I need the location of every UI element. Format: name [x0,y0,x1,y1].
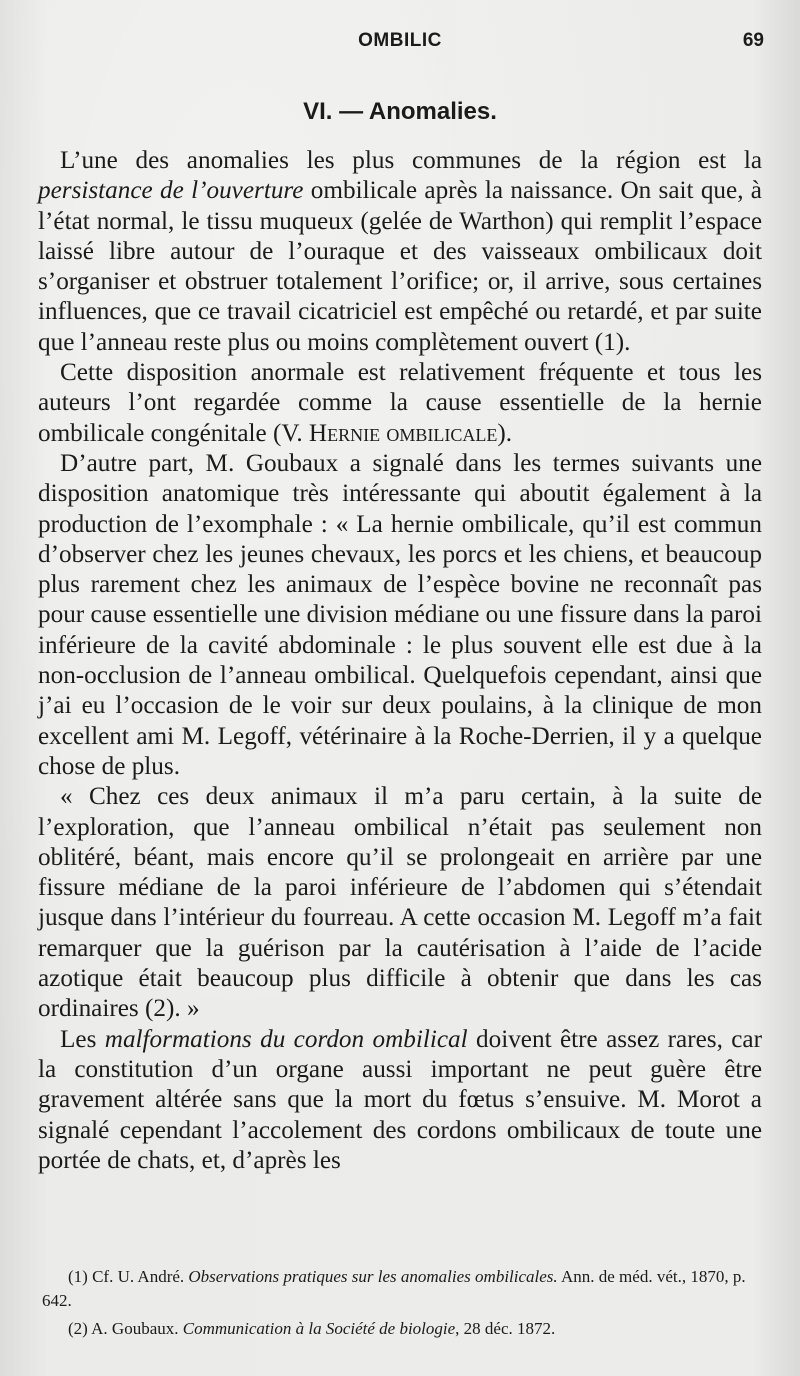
paragraph-4: « Chez ces deux animaux il m’a paru certain, à la suite de l’exploration, que l’anneau ombilical n’était pas seulement non oblitéré, béant, mais encore qu’il se prolongeait en arrière par une fissure médiane de la paroi inférieure de l’abdomen qui s’étendait jusque dans l’intérieur du fourreau. A cette occasion M. Legoff m’a fait remarquer que la guérison par la cautérisation à l’aide de l’acide azotique était beaucoup plus difficile à obtenir que dans les cas ordinaires (2). » [38,783,762,1023]
paragraph-3: D’autre part, M. Goubaux a signalé dans les termes suivants une disposition anatomique très intéressante qui aboutit également à la production de l’exomphale : « La hernie ombilicale, qu’il est commun d’observer chez les jeunes chevaux, les porcs et les chiens, et beaucoup plus rarement chez les animaux de l’espèce bovine ne reconnaît pas pour cause essentielle une division médiane ou une fissure dans la paroi inférieure de la cavité abdominale : le plus souvent elle est due à la non-occlusion de l’anneau ombilical. Quelquefois cependant, ainsi que j’ai eu l’occasion de le voir sur deux poulains, à la clinique de mon excellent ami M. Legoff, vétérinaire à la Roche-Derrien, il y a quelque chose de plus. [38,449,762,780]
paragraph-2 [38,358,762,449]
paragraph-1 [38,146,762,358]
paragraph-1-text-b: ombilicale après la naissance. On sait que, à l’état normal, le tissu muqueux (gelée de Warthon) qui remplit l’espace laissé libre autour de l’ouraque et des vaisseaux ombilicaux doit s’organiser et obstruer totalement l’orifice; or, il arrive, sous certaines influences, que ce travail cicatriciel est empêché ou retardé, et par suite que l’anneau reste plus ou moins complètement ouvert (1). [38,177,762,356]
paragraph-5 [38,1025,762,1176]
footnote-2-title: Communication à la Société de biologie [182,1319,456,1338]
footnote-1-text-a: (1) Cf. U. André. [68,1267,189,1286]
running-title: OMBILIC [358,30,442,51]
footnote-1-text-b: Ann. de méd. vét., 1870, p. 642. [42,1267,746,1310]
paragraph-1-italic: persistance de l’ouverture [38,177,304,205]
footnote-2-text-a: (2) A. Goubaux. [68,1319,183,1338]
footnote-1-title: Observations pratiques sur les anomalies ombilicales. [188,1267,558,1286]
section-heading: VI. — Anomalies. [303,98,497,125]
footnotes [42,1265,762,1345]
paragraph-2-text-a: Cette disposition anormale est relativement fréquente et tous les auteurs l’ont regardée comme la cause essentielle de la hernie ombilicale congénitale (V. [38,359,762,447]
paragraph-2-text-b: ). [497,419,513,447]
page-header [0,30,800,60]
footnote-2-text-b: , 28 déc. 1872. [455,1319,556,1338]
paragraph-5-italic: malformations du cordon ombilical [104,1025,468,1053]
paragraph-1-text-a: L’une des anomalies les plus communes de la région est la [60,147,762,174]
page-number: 69 [742,30,764,51]
cross-reference: Hernie ombilicale [308,419,498,447]
paragraph-5-text-a: Les [60,1025,105,1053]
body-text [38,146,762,1176]
footnote-2 [42,1317,762,1341]
footnote-1 [42,1265,762,1313]
paragraph-5-text-b: doivent être assez rares, car la constitution d’un organe aussi important ne peut guère être gravement altérée sans que la mort du fœtus s’ensuive. M. Morot a signalé cependant l’accolement des cordons ombilicaux de toute une portée de chats, et, d’après les [38,1025,763,1174]
